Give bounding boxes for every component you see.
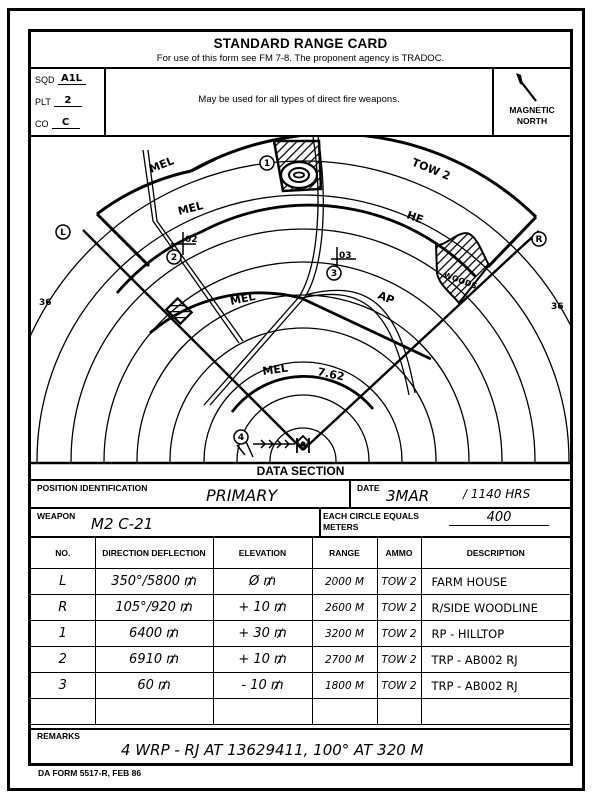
target-marker-2: 2 bbox=[170, 253, 178, 263]
cell-no[interactable] bbox=[31, 699, 95, 725]
position-id-label: POSITION IDENTIFICATION bbox=[37, 483, 148, 493]
cell-direction[interactable]: 6910 ₥ bbox=[95, 647, 213, 673]
table-row bbox=[31, 569, 570, 595]
sqd-field[interactable]: A1L bbox=[58, 73, 86, 85]
cell-ammo[interactable]: TOW 2 bbox=[377, 647, 421, 673]
circle-equals-field[interactable]: 400 bbox=[449, 510, 549, 526]
sector-sketch bbox=[31, 135, 570, 465]
cell-no[interactable]: 3 bbox=[31, 673, 95, 699]
svg-text:36: 36 bbox=[551, 302, 564, 312]
co-row bbox=[35, 113, 80, 129]
title-block bbox=[31, 32, 570, 69]
col-header-elevation: ELEVATION bbox=[213, 537, 312, 569]
weapon-label: WEAPON bbox=[37, 511, 76, 521]
weapon-row bbox=[31, 507, 570, 536]
svg-text:WOODS: WOODS bbox=[442, 270, 479, 291]
table-row-empty bbox=[31, 699, 570, 725]
plt-row bbox=[35, 91, 82, 107]
remarks-label: REMARKS bbox=[37, 731, 80, 741]
cell-description[interactable]: TRP - AB002 RJ bbox=[421, 673, 570, 699]
target-marker-1: 1 bbox=[263, 159, 271, 169]
usage-note-cell bbox=[106, 67, 494, 135]
table-row bbox=[31, 647, 570, 673]
svg-text:AP: AP bbox=[375, 288, 397, 307]
cell-elevation[interactable]: + 30 ₥ bbox=[213, 621, 312, 647]
form-number: DA FORM 5517-R, FEB 86 bbox=[38, 768, 142, 778]
left-limit-marker: L bbox=[60, 228, 66, 238]
svg-text:HE: HE bbox=[404, 208, 426, 227]
cell-range[interactable]: 2600 M bbox=[312, 595, 377, 621]
cell-elevation[interactable]: - 10 ₥ bbox=[213, 673, 312, 699]
col-header-description: DESCRIPTION bbox=[421, 537, 570, 569]
range-card-form bbox=[28, 29, 573, 766]
table-row bbox=[31, 673, 570, 699]
cell-ammo[interactable]: TOW 2 bbox=[377, 569, 421, 595]
cell-direction[interactable] bbox=[95, 699, 213, 725]
position-date-row bbox=[31, 479, 570, 507]
date-field[interactable]: 3MAR bbox=[386, 487, 430, 505]
data-table bbox=[31, 536, 570, 725]
svg-text:03: 03 bbox=[339, 251, 352, 261]
unit-identification-block bbox=[31, 67, 570, 137]
cell-description[interactable]: RP - HILLTOP bbox=[421, 621, 570, 647]
co-label: CO bbox=[35, 119, 49, 129]
cell-no[interactable]: 1 bbox=[31, 621, 95, 647]
cell-description[interactable]: FARM HOUSE bbox=[421, 569, 570, 595]
form-subtitle: For use of this form see FM 7-8. The proponent agency is TRADOC. bbox=[156, 53, 445, 64]
cell-ammo[interactable]: TOW 2 bbox=[377, 595, 421, 621]
plt-label: PLT bbox=[35, 97, 51, 107]
table-row bbox=[31, 595, 570, 621]
weapon-field[interactable]: M2 C-21 bbox=[91, 515, 154, 533]
svg-text:MEL: MEL bbox=[261, 361, 289, 378]
cell-elevation[interactable]: + 10 ₥ bbox=[213, 647, 312, 673]
circle-equals-label: EACH CIRCLE EQUALS METERS bbox=[323, 511, 419, 532]
cell-no[interactable]: R bbox=[31, 595, 95, 621]
col-header-no: NO. bbox=[31, 537, 95, 569]
col-header-ammo: AMMO bbox=[377, 537, 421, 569]
svg-text:MEL: MEL bbox=[147, 154, 176, 176]
svg-text:MEL: MEL bbox=[228, 289, 257, 308]
cell-range[interactable]: 3200 M bbox=[312, 621, 377, 647]
right-limit-marker: R bbox=[535, 235, 543, 245]
cell-no[interactable]: 2 bbox=[31, 647, 95, 673]
magnetic-north-cell bbox=[494, 67, 570, 135]
svg-text:7.62: 7.62 bbox=[316, 365, 346, 384]
sqd-row bbox=[35, 69, 86, 85]
cell-direction[interactable]: 350°/5800 ₥ bbox=[95, 569, 213, 595]
remarks-section bbox=[31, 728, 570, 763]
cell-direction[interactable]: 60 ₥ bbox=[95, 673, 213, 699]
magnetic-north-label: MAGNETIC NORTH bbox=[509, 105, 555, 126]
table-row bbox=[31, 621, 570, 647]
cell-range[interactable]: 1800 M bbox=[312, 673, 377, 699]
svg-text:TOW 2: TOW 2 bbox=[409, 155, 453, 183]
cell-ammo[interactable]: TOW 2 bbox=[377, 621, 421, 647]
sqd-label: SQD bbox=[35, 75, 55, 85]
plt-field[interactable]: 2 bbox=[54, 95, 82, 107]
svg-text:02: 02 bbox=[185, 235, 198, 245]
cell-no[interactable]: L bbox=[31, 569, 95, 595]
remarks-field[interactable]: 4 WRP - RJ AT 13629411, 100° AT 320 M bbox=[121, 741, 424, 759]
data-section-title: DATA SECTION bbox=[256, 464, 345, 478]
cell-elevation[interactable]: + 10 ₥ bbox=[213, 595, 312, 621]
cell-description[interactable] bbox=[421, 699, 570, 725]
col-header-range: RANGE bbox=[312, 537, 377, 569]
col-header-direction: DIRECTION DEFLECTION bbox=[95, 537, 213, 569]
cell-range[interactable]: 2700 M bbox=[312, 647, 377, 673]
unit-fields bbox=[31, 67, 106, 135]
usage-note: May be used for all types of direct fire weapons. bbox=[198, 94, 400, 105]
target-marker-4: 4 bbox=[237, 433, 245, 443]
cell-direction[interactable]: 6400 ₥ bbox=[95, 621, 213, 647]
cell-direction[interactable]: 105°/920 ₥ bbox=[95, 595, 213, 621]
cell-range[interactable]: 2000 M bbox=[312, 569, 377, 595]
position-id-field[interactable]: PRIMARY bbox=[206, 486, 278, 505]
form-title: STANDARD RANGE CARD bbox=[213, 36, 388, 51]
cell-elevation[interactable] bbox=[213, 699, 312, 725]
cell-ammo[interactable] bbox=[377, 699, 421, 725]
range-sketch-drawing bbox=[31, 135, 570, 465]
cell-description[interactable]: R/SIDE WOODLINE bbox=[421, 595, 570, 621]
north-arrow-icon bbox=[494, 67, 570, 105]
svg-text:36: 36 bbox=[39, 298, 52, 308]
co-field[interactable]: C bbox=[52, 117, 80, 129]
cell-range[interactable] bbox=[312, 699, 377, 725]
cell-ammo[interactable]: TOW 2 bbox=[377, 673, 421, 699]
date-label: DATE bbox=[357, 483, 380, 493]
time-field[interactable]: / 1140 HRS bbox=[463, 487, 531, 501]
cell-description[interactable]: TRP - AB002 RJ bbox=[421, 647, 570, 673]
table-header-row bbox=[31, 537, 570, 569]
svg-text:MEL: MEL bbox=[176, 199, 205, 218]
target-marker-3: 3 bbox=[330, 269, 338, 279]
cell-elevation[interactable]: Ø ₥ bbox=[213, 569, 312, 595]
